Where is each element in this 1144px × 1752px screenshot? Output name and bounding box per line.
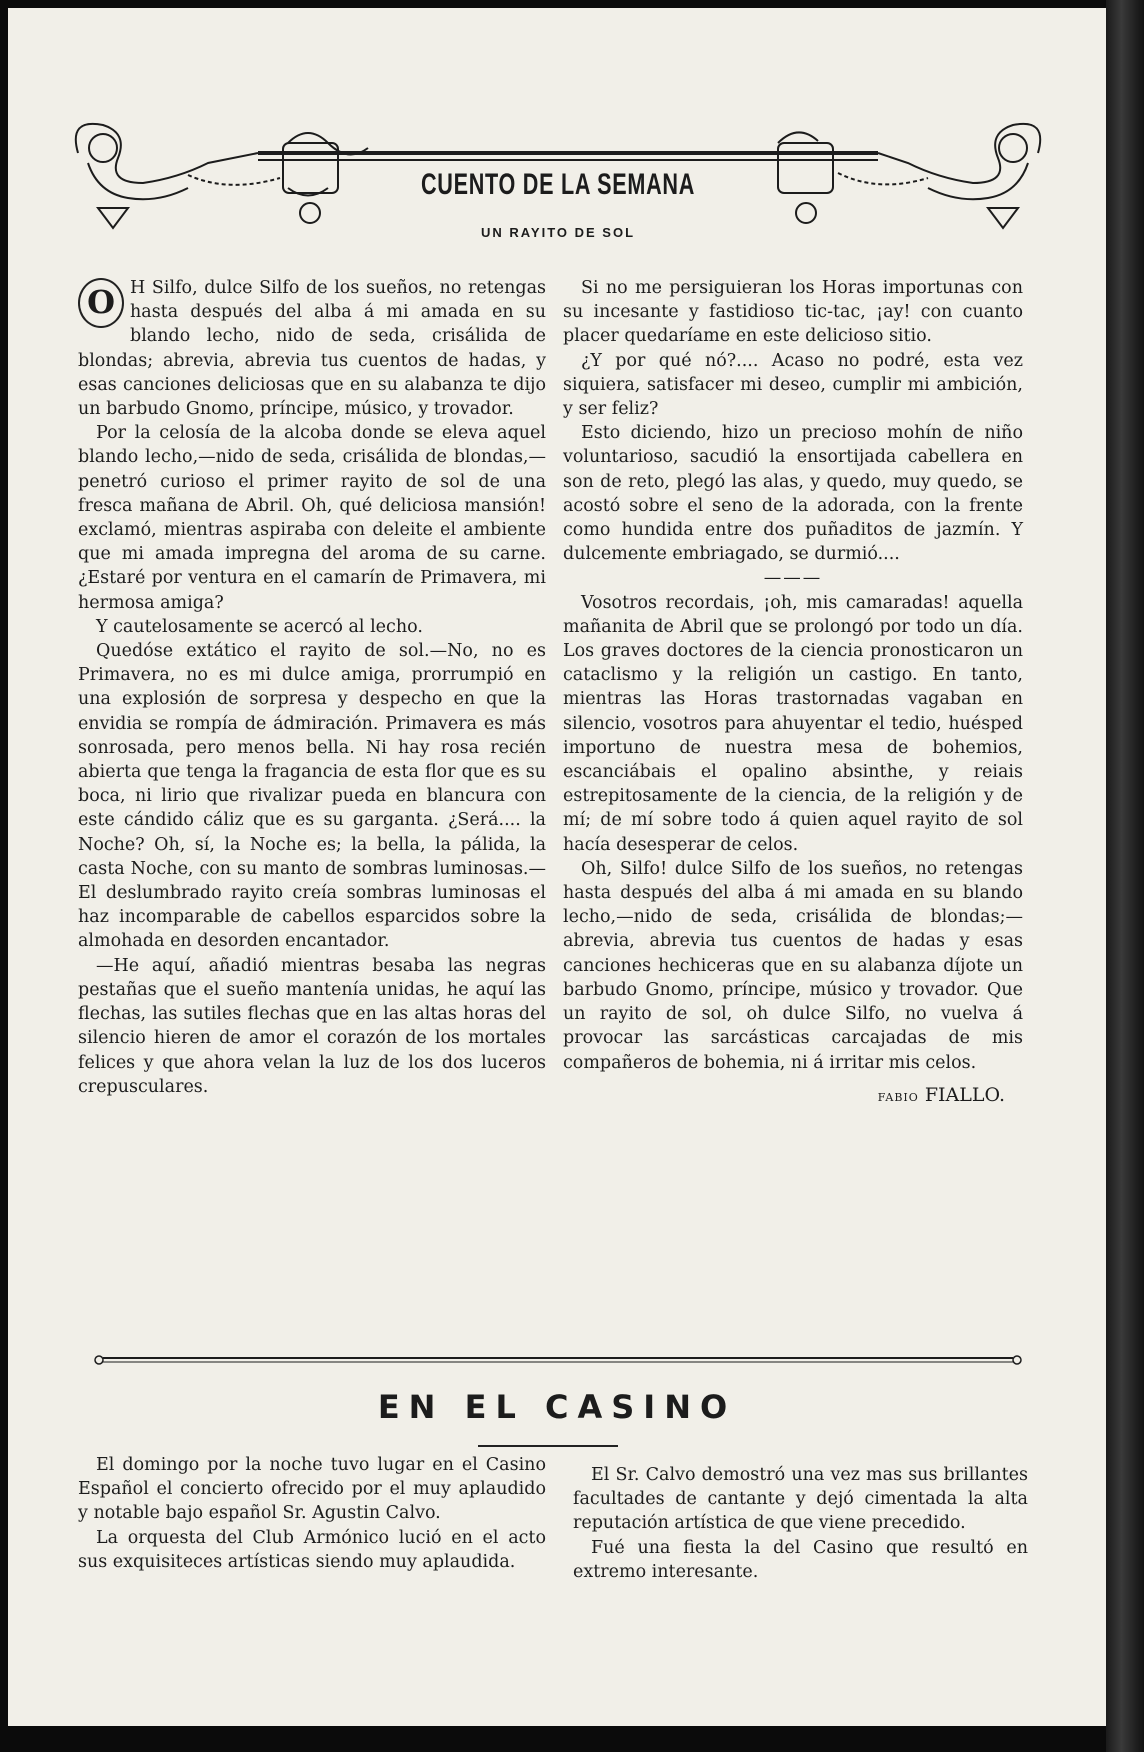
story-paragraph: Esto diciendo, hizo un precioso mohín de niño voluntarioso, sacudió la ensortijada cabellera en son de reto, plegó las alas, y quedo, muy quedo, se acostó sobre el seno de la adorada, con la frente como hundida entre dos puñaditos de jazmín. Y dulcemente embriagado, se durmió.... <box>563 423 1023 565</box>
newspaper-page <box>8 8 1106 1726</box>
casino-column-left <box>78 1453 546 1574</box>
author-prefix: FABIO <box>877 1090 919 1104</box>
ornamental-header <box>58 113 1058 253</box>
drop-cap: O <box>78 278 124 328</box>
story-paragraph: —He aquí, añadió mientras besaba las negras pestañas que el sueño mantenía unidas, he aquí las flechas, las sutiles flechas que en las altas horas del silencio hieren de amor el corazón de los mortales felices y que ahora velan la luz de los dos luceros crepusculares. <box>78 955 546 1097</box>
story-paragraph: Oh, Silfo! dulce Silfo de los sueños, no retengas hasta después del alba á mi amada en su blando lecho,—nido de seda, crisálida de blondas;—abrevia, abrevia tus cuentos de hadas y esas canciones hechiceras que en su alabanza díjote un barbudo Gnomo, príncipe, músico y trovador. Que un rayito de sol, oh dulce Silfo, no vuelva á provocar las sarcásticas carcajadas de mis compañeros de bohemia, ni á irritar mis celos. <box>563 858 1023 1073</box>
story-paragraph: Si no me persiguieran los Horas importunas con su incesante y fastidioso tic-tac, ¡ay! con cuanto placer quedaríame en este delicioso sitio. <box>563 278 1023 347</box>
story-section-title: CUENTO DE LA SEMANA <box>420 168 696 201</box>
title-underline <box>478 1445 618 1447</box>
author-name: FIALLO. <box>924 1083 1005 1106</box>
story-paragraph: Vosotros recordais, ¡oh, mis camaradas! aquella mañanita de Abril que se prolongó por todo un día. Los graves doctores de la ciencia pronosticaron un cataclismo y la religión un castigo. En tanto, mientras las Horas trastornadas vagaban en silencio, vosotros para ahuyentar el tedio, huésped importuno de nuestra mesa de bohemios, escanciábais el opalino absinthe, y reiais estrepitosamente de la ciencia, de la religión y de mí; de mí sobre todo á quien aquel rayito de sol hacía desesperar de celos. <box>563 592 1023 855</box>
story-paragraph: ¿Y por qué nó?.... Acaso no podré, esta vez siquiera, satisfacer mi deseo, cumplir mi ambición, y ser feliz? <box>563 350 1023 420</box>
story-paragraph: O H Silfo, dulce Silfo de los sueños, no retengas hasta después del alba á mi amada en su blando lecho, nido de seda, crisálida de blondas; abrevia, abrevia tus cuentos de hadas, y esas canciones deliciosas que en su alabanza te dijo un barbudo Gnomo, príncipe, músico, y trovador. <box>78 278 546 420</box>
story-paragraph: Y cautelosamente se acercó al lecho. <box>96 616 423 637</box>
casino-paragraph: Fué una fiesta la del Casino que resultó en extremo interesante. <box>573 1537 1028 1582</box>
casino-paragraph: La orquesta del Club Armónico lució en el acto sus exquisiteces artísticas siendo muy aplaudida. <box>78 1527 546 1572</box>
section-separator: ——— <box>763 568 823 589</box>
binding-edge <box>1106 0 1144 1752</box>
story-paragraph: Quedóse extático el rayito de sol.—No, no es Primavera, no es mi dulce amiga, prorrumpió en una explosión de sorpresa y despecho en que la envidia se rompía de ádmiración. Primavera es más sonrosada, pero menos bella. Ni hay rosa recién abierta que tenga la fragancia de esta flor que es su boca, ni lirio que rivalizar pueda en blancura con este cándido cáliz que es su garganta. ¿Será.... la Noche? Oh, sí, la Noche es; la bella, la pálida, la casta Noche, con su manto de sombras luminosas.—El deslumbrado rayito creía sombras luminosas el haz incomparable de cabellos esparcidos sobre la almohada en desorden encantador. <box>78 641 546 952</box>
casino-paragraph: El domingo por la noche tuvo lugar en el Casino Español el concierto ofrecido por el muy aplaudido y notable bajo español Sr. Agustin Calvo. <box>78 1455 546 1524</box>
double-rule-divider <box>93 1354 1023 1366</box>
story-column-right <box>563 276 1023 1110</box>
casino-paragraph: El Sr. Calvo demostró una vez mas sus brillantes facultades de cantante y dejó cimentada la alta reputación artística de que viene precedido. <box>573 1465 1028 1534</box>
story-paragraph: Por la celosía de la alcoba donde se eleva aquel blando lecho,—nido de seda, crisálida de blondas,—penetró curioso el primer rayito de sol de una fresca mañana de Abril. Oh, qué deliciosa mansión! exclamó, mientras aspiraba con deleite el ambiente que mi amada impregna del aroma de su carne. ¿Estaré por ventura en el camarín de Primavera, mi hermosa amiga? <box>78 423 546 613</box>
story-column-left <box>78 276 546 1099</box>
casino-column-right <box>573 1463 1028 1584</box>
casino-section-title: EN EL CASINO <box>377 1388 737 1426</box>
story-subtitle: UN RAYITO DE SOL <box>480 225 636 240</box>
author-signature <box>563 1083 1023 1110</box>
